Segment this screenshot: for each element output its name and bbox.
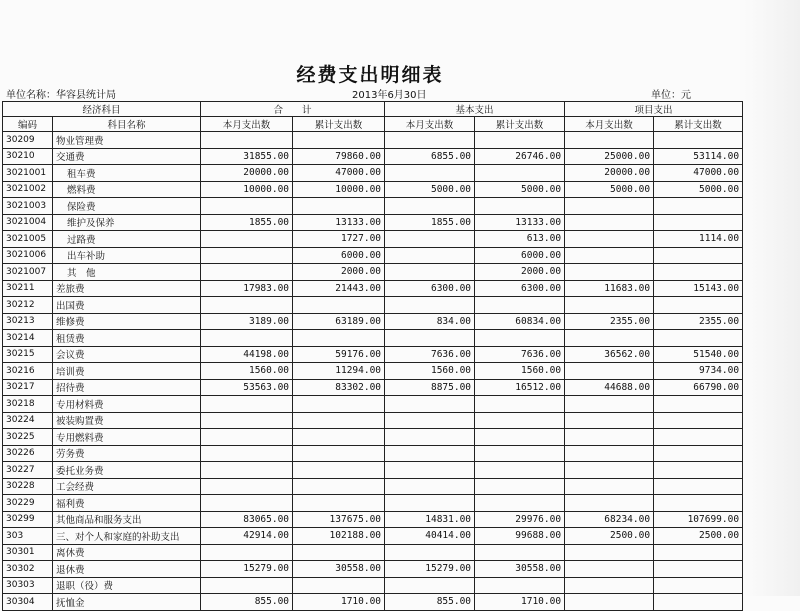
total-monthly-cell bbox=[201, 330, 293, 347]
row-name-cell: 被装购置费 bbox=[53, 412, 201, 429]
row-code-cell: 30227 bbox=[3, 462, 53, 479]
basic-cumulative-cell: 30558.00 bbox=[475, 561, 565, 578]
project-monthly-cell bbox=[565, 214, 654, 231]
table-body bbox=[3, 132, 743, 611]
row-code-cell: 3021004 bbox=[3, 214, 53, 231]
project-monthly-cell: 25000.00 bbox=[565, 148, 654, 165]
header-total: 合 计 bbox=[201, 102, 385, 117]
basic-cumulative-cell bbox=[475, 132, 565, 149]
project-monthly-cell bbox=[565, 577, 654, 594]
total-cumulative-cell bbox=[293, 297, 385, 314]
total-cumulative-cell bbox=[293, 396, 385, 413]
total-monthly-cell: 3189.00 bbox=[201, 313, 293, 330]
table-row bbox=[3, 528, 743, 545]
basic-monthly-cell bbox=[385, 429, 475, 446]
table-row bbox=[3, 511, 743, 528]
row-name-cell: 专用燃料费 bbox=[53, 429, 201, 446]
table-row bbox=[3, 396, 743, 413]
table-row bbox=[3, 132, 743, 149]
row-name-cell: 其 他 bbox=[53, 264, 201, 281]
table-row bbox=[3, 247, 743, 264]
project-cumulative-cell bbox=[654, 247, 743, 264]
total-monthly-cell: 31855.00 bbox=[201, 148, 293, 165]
row-code-cell: 3021006 bbox=[3, 247, 53, 264]
basic-cumulative-cell: 26746.00 bbox=[475, 148, 565, 165]
basic-monthly-cell bbox=[385, 478, 475, 495]
basic-monthly-cell: 7636.00 bbox=[385, 346, 475, 363]
project-cumulative-cell: 2500.00 bbox=[654, 528, 743, 545]
project-monthly-cell: 5000.00 bbox=[565, 181, 654, 198]
row-code-cell: 3021005 bbox=[3, 231, 53, 248]
total-monthly-cell: 15279.00 bbox=[201, 561, 293, 578]
total-cumulative-cell: 2000.00 bbox=[293, 264, 385, 281]
project-cumulative-cell: 53114.00 bbox=[654, 148, 743, 165]
row-code-cell: 30213 bbox=[3, 313, 53, 330]
row-name-cell: 抚恤金 bbox=[53, 594, 201, 611]
basic-monthly-cell bbox=[385, 544, 475, 561]
basic-cumulative-cell: 7636.00 bbox=[475, 346, 565, 363]
project-cumulative-cell: 1114.00 bbox=[654, 231, 743, 248]
header-basic: 基本支出 bbox=[385, 102, 565, 117]
basic-monthly-cell: 1855.00 bbox=[385, 214, 475, 231]
basic-monthly-cell bbox=[385, 198, 475, 215]
row-name-cell: 物业管理费 bbox=[53, 132, 201, 149]
row-name-cell: 交通费 bbox=[53, 148, 201, 165]
row-code-cell: 30226 bbox=[3, 445, 53, 462]
basic-monthly-cell bbox=[385, 247, 475, 264]
row-name-cell: 出车补助 bbox=[53, 247, 201, 264]
header-project-monthly: 本月支出数 bbox=[565, 117, 654, 132]
project-monthly-cell bbox=[565, 247, 654, 264]
table-row bbox=[3, 198, 743, 215]
basic-monthly-cell bbox=[385, 577, 475, 594]
project-cumulative-cell bbox=[654, 297, 743, 314]
project-cumulative-cell bbox=[654, 396, 743, 413]
total-monthly-cell bbox=[201, 264, 293, 281]
row-code-cell: 3021007 bbox=[3, 264, 53, 281]
total-cumulative-cell: 102188.00 bbox=[293, 528, 385, 545]
table-row bbox=[3, 165, 743, 182]
basic-monthly-cell bbox=[385, 495, 475, 512]
project-cumulative-cell: 51540.00 bbox=[654, 346, 743, 363]
table-row bbox=[3, 544, 743, 561]
basic-monthly-cell: 40414.00 bbox=[385, 528, 475, 545]
project-monthly-cell: 44688.00 bbox=[565, 379, 654, 396]
row-code-cell: 30212 bbox=[3, 297, 53, 314]
total-monthly-cell bbox=[201, 478, 293, 495]
row-code-cell: 30299 bbox=[3, 511, 53, 528]
total-cumulative-cell bbox=[293, 132, 385, 149]
total-cumulative-cell bbox=[293, 198, 385, 215]
project-cumulative-cell bbox=[654, 132, 743, 149]
total-monthly-cell bbox=[201, 198, 293, 215]
basic-cumulative-cell: 6000.00 bbox=[475, 247, 565, 264]
total-monthly-cell bbox=[201, 577, 293, 594]
basic-monthly-cell bbox=[385, 445, 475, 462]
project-cumulative-cell bbox=[654, 495, 743, 512]
total-cumulative-cell bbox=[293, 412, 385, 429]
basic-monthly-cell: 6300.00 bbox=[385, 280, 475, 297]
project-monthly-cell: 68234.00 bbox=[565, 511, 654, 528]
total-cumulative-cell: 47000.00 bbox=[293, 165, 385, 182]
row-code-cell: 30228 bbox=[3, 478, 53, 495]
basic-cumulative-cell: 2000.00 bbox=[475, 264, 565, 281]
row-name-cell: 委托业务费 bbox=[53, 462, 201, 479]
table-row bbox=[3, 148, 743, 165]
scan-shadow bbox=[744, 0, 800, 596]
total-monthly-cell bbox=[201, 231, 293, 248]
total-cumulative-cell bbox=[293, 462, 385, 479]
basic-cumulative-cell: 613.00 bbox=[475, 231, 565, 248]
project-monthly-cell bbox=[565, 264, 654, 281]
total-cumulative-cell: 79860.00 bbox=[293, 148, 385, 165]
row-code-cell: 30215 bbox=[3, 346, 53, 363]
row-code-cell: 30301 bbox=[3, 544, 53, 561]
table-row bbox=[3, 181, 743, 198]
header-econ-subject: 经济科目 bbox=[3, 102, 201, 117]
project-cumulative-cell bbox=[654, 198, 743, 215]
basic-monthly-cell bbox=[385, 396, 475, 413]
total-cumulative-cell: 10000.00 bbox=[293, 181, 385, 198]
project-cumulative-cell bbox=[654, 429, 743, 446]
basic-cumulative-cell bbox=[475, 412, 565, 429]
project-monthly-cell bbox=[565, 544, 654, 561]
basic-cumulative-cell bbox=[475, 495, 565, 512]
project-monthly-cell bbox=[565, 495, 654, 512]
project-monthly-cell bbox=[565, 396, 654, 413]
project-cumulative-cell bbox=[654, 478, 743, 495]
row-name-cell: 劳务费 bbox=[53, 445, 201, 462]
total-monthly-cell bbox=[201, 445, 293, 462]
project-cumulative-cell bbox=[654, 264, 743, 281]
basic-monthly-cell bbox=[385, 132, 475, 149]
row-name-cell: 退职（役）费 bbox=[53, 577, 201, 594]
total-monthly-cell: 44198.00 bbox=[201, 346, 293, 363]
total-monthly-cell: 1855.00 bbox=[201, 214, 293, 231]
total-monthly-cell: 855.00 bbox=[201, 594, 293, 611]
total-monthly-cell: 83065.00 bbox=[201, 511, 293, 528]
header-total-monthly: 本月支出数 bbox=[201, 117, 293, 132]
total-monthly-cell bbox=[201, 462, 293, 479]
basic-cumulative-cell: 1710.00 bbox=[475, 594, 565, 611]
total-cumulative-cell: 1710.00 bbox=[293, 594, 385, 611]
expenditure-table bbox=[2, 101, 743, 611]
row-code-cell: 30229 bbox=[3, 495, 53, 512]
basic-cumulative-cell: 5000.00 bbox=[475, 181, 565, 198]
total-monthly-cell bbox=[201, 412, 293, 429]
project-cumulative-cell bbox=[654, 462, 743, 479]
total-cumulative-cell: 1727.00 bbox=[293, 231, 385, 248]
total-monthly-cell bbox=[201, 544, 293, 561]
project-cumulative-cell: 47000.00 bbox=[654, 165, 743, 182]
row-name-cell: 租赁费 bbox=[53, 330, 201, 347]
total-cumulative-cell bbox=[293, 544, 385, 561]
row-name-cell: 维护及保养 bbox=[53, 214, 201, 231]
total-cumulative-cell: 11294.00 bbox=[293, 363, 385, 380]
row-name-cell: 差旅费 bbox=[53, 280, 201, 297]
table-row bbox=[3, 313, 743, 330]
row-code-cell: 30210 bbox=[3, 148, 53, 165]
basic-monthly-cell bbox=[385, 297, 475, 314]
total-cumulative-cell: 21443.00 bbox=[293, 280, 385, 297]
header-total-cumulative: 累计支出数 bbox=[293, 117, 385, 132]
row-name-cell: 过路费 bbox=[53, 231, 201, 248]
basic-monthly-cell: 15279.00 bbox=[385, 561, 475, 578]
basic-monthly-cell: 14831.00 bbox=[385, 511, 475, 528]
total-cumulative-cell: 83302.00 bbox=[293, 379, 385, 396]
table-row bbox=[3, 363, 743, 380]
project-monthly-cell bbox=[565, 198, 654, 215]
row-code-cell: 30216 bbox=[3, 363, 53, 380]
table-row bbox=[3, 495, 743, 512]
project-cumulative-cell: 66790.00 bbox=[654, 379, 743, 396]
total-cumulative-cell: 63189.00 bbox=[293, 313, 385, 330]
basic-cumulative-cell bbox=[475, 544, 565, 561]
project-cumulative-cell: 15143.00 bbox=[654, 280, 743, 297]
row-name-cell: 维修费 bbox=[53, 313, 201, 330]
row-code-cell: 30303 bbox=[3, 577, 53, 594]
table-row bbox=[3, 231, 743, 248]
row-code-cell: 3021001 bbox=[3, 165, 53, 182]
basic-monthly-cell bbox=[385, 462, 475, 479]
row-name-cell: 三、对个人和家庭的补助支出 bbox=[53, 528, 201, 545]
project-cumulative-cell bbox=[654, 214, 743, 231]
table-row bbox=[3, 577, 743, 594]
basic-monthly-cell bbox=[385, 412, 475, 429]
total-monthly-cell: 42914.00 bbox=[201, 528, 293, 545]
project-monthly-cell bbox=[565, 330, 654, 347]
basic-cumulative-cell: 29976.00 bbox=[475, 511, 565, 528]
basic-cumulative-cell: 16512.00 bbox=[475, 379, 565, 396]
table-row bbox=[3, 379, 743, 396]
report-date: 2013年6月30日 bbox=[352, 90, 427, 101]
project-cumulative-cell bbox=[654, 544, 743, 561]
project-cumulative-cell bbox=[654, 577, 743, 594]
row-code-cell: 30209 bbox=[3, 132, 53, 149]
project-cumulative-cell bbox=[654, 445, 743, 462]
row-code-cell: 303 bbox=[3, 528, 53, 545]
table-row bbox=[3, 264, 743, 281]
total-monthly-cell: 53563.00 bbox=[201, 379, 293, 396]
organization-name: 单位名称：华容县统计局 bbox=[6, 90, 116, 101]
project-monthly-cell bbox=[565, 429, 654, 446]
basic-cumulative-cell bbox=[475, 462, 565, 479]
row-code-cell: 30218 bbox=[3, 396, 53, 413]
row-name-cell: 其他商品和服务支出 bbox=[53, 511, 201, 528]
project-monthly-cell bbox=[565, 561, 654, 578]
project-monthly-cell: 11683.00 bbox=[565, 280, 654, 297]
project-monthly-cell: 2500.00 bbox=[565, 528, 654, 545]
project-cumulative-cell bbox=[654, 330, 743, 347]
total-monthly-cell: 20000.00 bbox=[201, 165, 293, 182]
row-name-cell: 福利费 bbox=[53, 495, 201, 512]
project-cumulative-cell: 107699.00 bbox=[654, 511, 743, 528]
row-name-cell: 会议费 bbox=[53, 346, 201, 363]
row-code-cell: 3021002 bbox=[3, 181, 53, 198]
row-code-cell: 30302 bbox=[3, 561, 53, 578]
project-cumulative-cell: 5000.00 bbox=[654, 181, 743, 198]
total-cumulative-cell: 59176.00 bbox=[293, 346, 385, 363]
table-row bbox=[3, 214, 743, 231]
project-monthly-cell bbox=[565, 363, 654, 380]
basic-cumulative-cell bbox=[475, 478, 565, 495]
currency-unit: 单位：元 bbox=[651, 90, 691, 101]
basic-cumulative-cell: 1560.00 bbox=[475, 363, 565, 380]
header-basic-monthly: 本月支出数 bbox=[385, 117, 475, 132]
project-monthly-cell: 36562.00 bbox=[565, 346, 654, 363]
project-cumulative-cell bbox=[654, 412, 743, 429]
row-code-cell: 30211 bbox=[3, 280, 53, 297]
basic-monthly-cell: 6855.00 bbox=[385, 148, 475, 165]
table-row bbox=[3, 280, 743, 297]
row-code-cell: 30224 bbox=[3, 412, 53, 429]
total-cumulative-cell bbox=[293, 445, 385, 462]
total-monthly-cell bbox=[201, 132, 293, 149]
basic-cumulative-cell bbox=[475, 396, 565, 413]
basic-cumulative-cell bbox=[475, 297, 565, 314]
total-monthly-cell: 10000.00 bbox=[201, 181, 293, 198]
basic-monthly-cell: 834.00 bbox=[385, 313, 475, 330]
row-name-cell: 培训费 bbox=[53, 363, 201, 380]
basic-cumulative-cell: 6300.00 bbox=[475, 280, 565, 297]
row-name-cell: 出国费 bbox=[53, 297, 201, 314]
table-row bbox=[3, 429, 743, 446]
project-monthly-cell: 20000.00 bbox=[565, 165, 654, 182]
basic-cumulative-cell bbox=[475, 577, 565, 594]
basic-monthly-cell bbox=[385, 264, 475, 281]
project-monthly-cell bbox=[565, 462, 654, 479]
row-code-cell: 3021003 bbox=[3, 198, 53, 215]
header-project: 项目支出 bbox=[565, 102, 743, 117]
row-name-cell: 专用材料费 bbox=[53, 396, 201, 413]
table-row bbox=[3, 478, 743, 495]
basic-cumulative-cell: 13133.00 bbox=[475, 214, 565, 231]
header-project-cumulative: 累计支出数 bbox=[654, 117, 743, 132]
basic-monthly-cell bbox=[385, 165, 475, 182]
project-monthly-cell bbox=[565, 478, 654, 495]
total-monthly-cell bbox=[201, 297, 293, 314]
basic-monthly-cell: 8875.00 bbox=[385, 379, 475, 396]
header-basic-cumulative: 累计支出数 bbox=[475, 117, 565, 132]
table-row bbox=[3, 297, 743, 314]
total-cumulative-cell bbox=[293, 478, 385, 495]
total-cumulative-cell: 13133.00 bbox=[293, 214, 385, 231]
basic-cumulative-cell bbox=[475, 330, 565, 347]
basic-cumulative-cell: 99688.00 bbox=[475, 528, 565, 545]
header-column-row bbox=[3, 117, 743, 132]
total-cumulative-cell: 6000.00 bbox=[293, 247, 385, 264]
total-cumulative-cell: 137675.00 bbox=[293, 511, 385, 528]
project-cumulative-cell: 9734.00 bbox=[654, 363, 743, 380]
project-monthly-cell bbox=[565, 445, 654, 462]
project-cumulative-cell: 2355.00 bbox=[654, 313, 743, 330]
table-row bbox=[3, 462, 743, 479]
table-row bbox=[3, 445, 743, 462]
row-code-cell: 30214 bbox=[3, 330, 53, 347]
project-cumulative-cell bbox=[654, 561, 743, 578]
row-name-cell: 退休费 bbox=[53, 561, 201, 578]
table-row bbox=[3, 561, 743, 578]
total-monthly-cell bbox=[201, 247, 293, 264]
basic-cumulative-cell: 60834.00 bbox=[475, 313, 565, 330]
row-name-cell: 离休费 bbox=[53, 544, 201, 561]
document-title: 经费支出明细表 bbox=[296, 64, 444, 86]
basic-cumulative-cell bbox=[475, 429, 565, 446]
row-name-cell: 燃料费 bbox=[53, 181, 201, 198]
table-row bbox=[3, 330, 743, 347]
row-name-cell: 保险费 bbox=[53, 198, 201, 215]
total-cumulative-cell bbox=[293, 429, 385, 446]
total-cumulative-cell bbox=[293, 495, 385, 512]
basic-cumulative-cell bbox=[475, 198, 565, 215]
total-cumulative-cell bbox=[293, 577, 385, 594]
total-cumulative-cell: 30558.00 bbox=[293, 561, 385, 578]
project-monthly-cell bbox=[565, 132, 654, 149]
basic-monthly-cell bbox=[385, 231, 475, 248]
basic-cumulative-cell bbox=[475, 165, 565, 182]
basic-monthly-cell: 5000.00 bbox=[385, 181, 475, 198]
basic-cumulative-cell bbox=[475, 445, 565, 462]
total-monthly-cell bbox=[201, 495, 293, 512]
row-name-cell: 招待费 bbox=[53, 379, 201, 396]
total-monthly-cell: 17983.00 bbox=[201, 280, 293, 297]
header-name: 科目名称 bbox=[53, 117, 201, 132]
row-code-cell: 30217 bbox=[3, 379, 53, 396]
row-code-cell: 30304 bbox=[3, 594, 53, 611]
header-code: 编码 bbox=[3, 117, 53, 132]
header-group-row bbox=[3, 102, 743, 117]
basic-monthly-cell: 855.00 bbox=[385, 594, 475, 611]
row-code-cell: 30225 bbox=[3, 429, 53, 446]
table-row bbox=[3, 412, 743, 429]
row-name-cell: 工会经费 bbox=[53, 478, 201, 495]
project-monthly-cell bbox=[565, 297, 654, 314]
project-monthly-cell: 2355.00 bbox=[565, 313, 654, 330]
total-monthly-cell bbox=[201, 396, 293, 413]
total-cumulative-cell bbox=[293, 330, 385, 347]
project-monthly-cell bbox=[565, 412, 654, 429]
basic-monthly-cell: 1560.00 bbox=[385, 363, 475, 380]
table-row bbox=[3, 346, 743, 363]
row-name-cell: 租车费 bbox=[53, 165, 201, 182]
total-monthly-cell bbox=[201, 429, 293, 446]
basic-monthly-cell bbox=[385, 330, 475, 347]
total-monthly-cell: 1560.00 bbox=[201, 363, 293, 380]
project-monthly-cell bbox=[565, 231, 654, 248]
